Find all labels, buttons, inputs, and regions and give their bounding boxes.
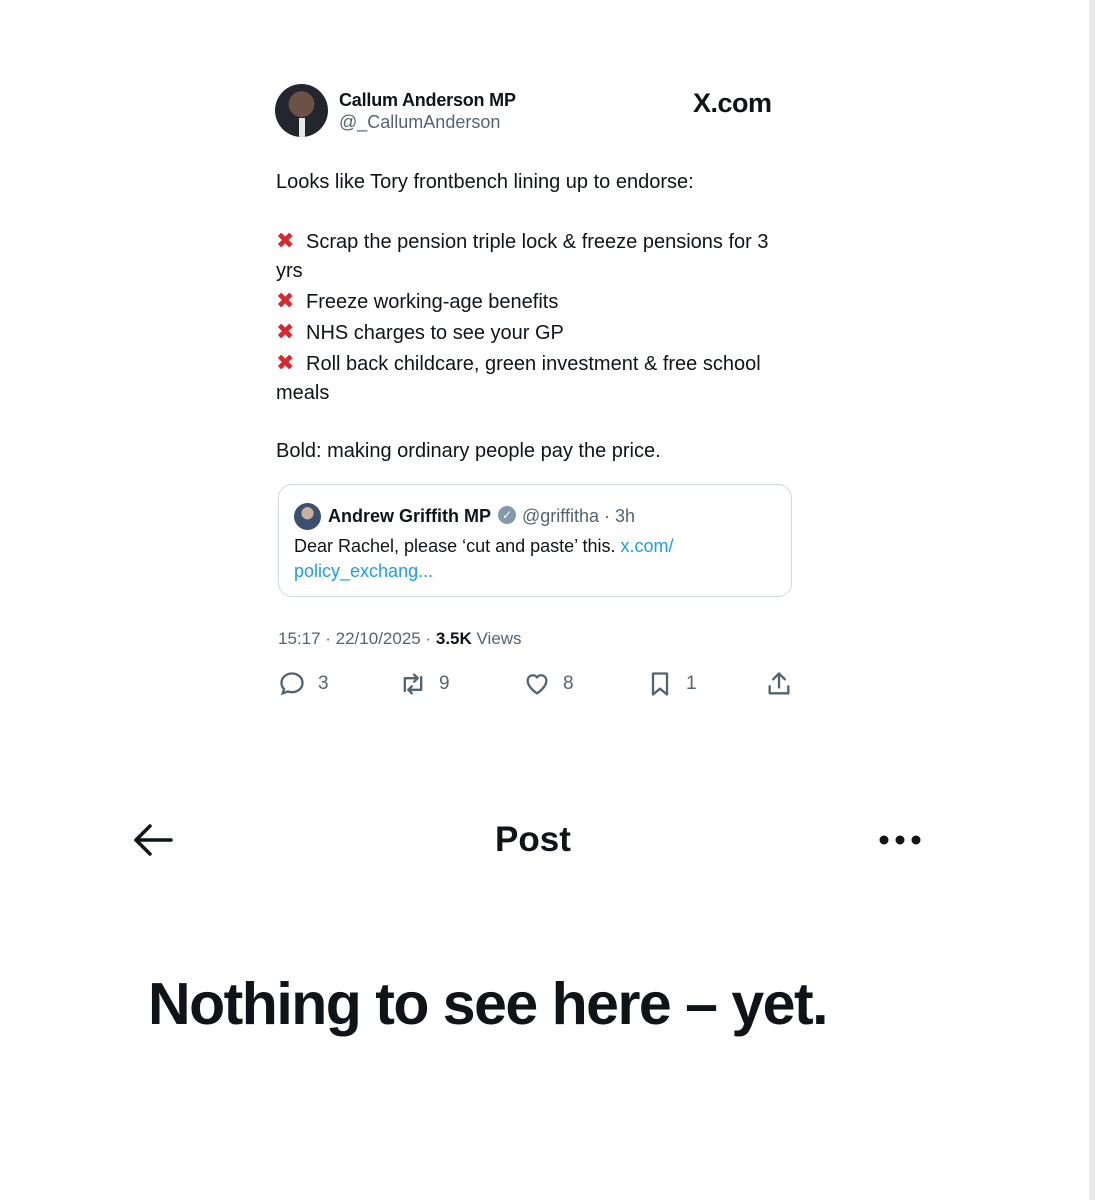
author-handle[interactable]: @_CallumAnderson: [339, 112, 501, 132]
empty-state-title: Nothing to see here – yet.: [148, 971, 827, 1037]
author-avatar[interactable]: [275, 84, 328, 137]
author-name[interactable]: Callum Anderson MP: [339, 90, 516, 110]
heart-icon: [523, 670, 551, 698]
like-button[interactable]: 8: [523, 668, 574, 700]
repost-icon: [399, 670, 427, 698]
views-label: Views: [476, 629, 522, 648]
quoted-author-name[interactable]: Andrew Griffith MP: [328, 506, 491, 526]
bullet-item: ✖ Roll back childcare, green investment & free school meals: [276, 350, 761, 404]
bookmark-icon: [646, 670, 674, 698]
views-count: 3.5K: [435, 629, 472, 648]
share-icon: [765, 670, 793, 698]
page-title: Post: [495, 820, 571, 859]
cross-mark-icon: ✖: [276, 319, 295, 344]
share-button[interactable]: [765, 668, 793, 700]
quoted-link[interactable]: x.com/ policy_exchang...: [294, 536, 674, 581]
cross-mark-icon: ✖: [276, 288, 295, 313]
bullet-item: ✖ NHS charges to see your GP: [276, 319, 564, 344]
screen-edge: [1089, 0, 1095, 1200]
more-options-icon[interactable]: [878, 830, 922, 850]
bookmark-button[interactable]: 1: [646, 668, 697, 700]
quoted-tweet[interactable]: [278, 484, 792, 597]
tweet-body: [276, 168, 791, 466]
cross-mark-icon: ✖: [276, 228, 295, 253]
tweet-actions: [278, 668, 798, 700]
repost-button[interactable]: 9: [399, 668, 450, 700]
bullet-item: ✖ Freeze working-age benefits: [276, 288, 559, 313]
bullet-item: ✖ Scrap the pension triple lock & freeze pensions for 3 yrs: [276, 228, 769, 282]
quoted-text: Dear Rachel, please ‘cut and paste’ this. x.com/ policy_exchang...: [294, 536, 674, 581]
site-watermark: X.com: [693, 88, 772, 118]
quoted-author-avatar[interactable]: [294, 503, 321, 530]
cross-mark-icon: ✖: [276, 350, 295, 375]
back-arrow-icon[interactable]: [131, 822, 175, 858]
tweet-intro: Looks like Tory frontbench lining up to endorse:: [276, 171, 694, 193]
verified-badge-icon: ✓: [498, 506, 516, 524]
tweet-closing: Bold: making ordinary people pay the price.: [276, 440, 661, 462]
reply-icon: [278, 670, 306, 698]
reply-button[interactable]: 3: [278, 668, 329, 700]
quoted-handle-time: @griffitha · 3h: [522, 506, 635, 526]
tweet-timestamp: 15:17 · 22/10/2025 · 3.5K Views: [278, 629, 522, 648]
